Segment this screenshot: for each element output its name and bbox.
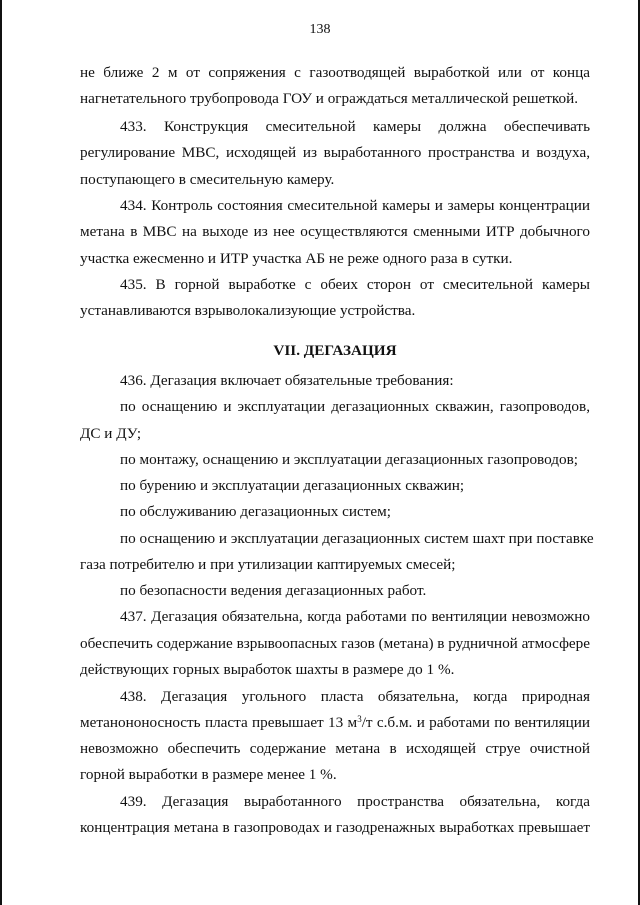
text-line: нагнетательного трубопровода ГОУ и ограждаться металлической решеткой. <box>80 90 579 107</box>
text-line <box>80 712 590 734</box>
text-line: горной выработки в размере менее 1 %. <box>80 766 337 783</box>
paragraph-436-line: 436. Дегазация включает обязательные требования: <box>120 372 454 389</box>
paragraph-438-line: 438. Дегазация угольного пласта обязательна, когда природная <box>120 688 590 705</box>
text-line: участка ежесменно и ИТР участка АБ не реже одного раза в сутки. <box>80 250 513 267</box>
paragraph-437-line: 437. Дегазация обязательна, когда работами по вентиляции невозможно <box>120 608 590 625</box>
list-item-line: по монтажу, оснащению и эксплуатации дегазационных газопроводов; <box>120 451 578 468</box>
text-line: концентрация метана в газопроводах и газодренажных выработках превышает <box>80 819 590 836</box>
text-line: не ближе 2 м от сопряжения с газоотводящей выработкой или от конца <box>80 64 590 81</box>
paragraph-433-line: 433. Конструкция смесительной камеры должна обеспечивать <box>120 118 590 135</box>
text-line: ДС и ДУ; <box>80 425 142 442</box>
list-item-line: по оснащению и эксплуатации дегазационных скважин, газопроводов, <box>120 398 590 415</box>
text-line: невозможно обеспечить содержание метана в исходящей струе очистной <box>80 740 590 757</box>
text-line: действующих горных выработок шахты в размере до 1 %. <box>80 661 455 678</box>
text-line: газа потребителю и при утилизации каптируемых смесей; <box>80 556 456 573</box>
list-item-line: по обслуживанию дегазационных систем; <box>120 503 391 520</box>
list-item-line: по бурению и эксплуатации дегазационных скважин; <box>120 477 465 494</box>
paragraph-434-line: 434. Контроль состояния смесительной камеры и замеры концентрации <box>120 197 590 214</box>
list-item-line: по безопасности ведения дегазационных работ. <box>120 582 427 599</box>
page-number: 138 <box>309 22 331 37</box>
text-line: обеспечить содержание взрывоопасных газов (метана) в рудничной атмосфере <box>80 635 590 652</box>
text-line: поступающего в смесительную камеру. <box>80 171 335 188</box>
superscript: 3 <box>357 714 362 724</box>
text-line: регулирование МВС, исходящей из выработанного пространства и воздуха, <box>80 144 590 161</box>
text-segment: метанононосность пласта превышает 13 м <box>80 714 358 731</box>
list-item-line: по оснащению и эксплуатации дегазационных систем шахт при поставке <box>120 530 594 547</box>
text-line: устанавливаются взрыволокализующие устройства. <box>80 302 416 319</box>
section-heading: VII. ДЕГАЗАЦИЯ <box>273 342 397 359</box>
paragraph-439-line: 439. Дегазация выработанного пространства обязательна, когда <box>120 793 590 810</box>
text-segment: /т с.б.м. и работами по вентиляции <box>361 714 590 731</box>
text-line: метана в МВС на выходе из нее осуществляются сменными ИТР добычного <box>80 223 590 240</box>
paragraph-435-line: 435. В горной выработке с обеих сторон от смесительной камеры <box>120 276 590 293</box>
